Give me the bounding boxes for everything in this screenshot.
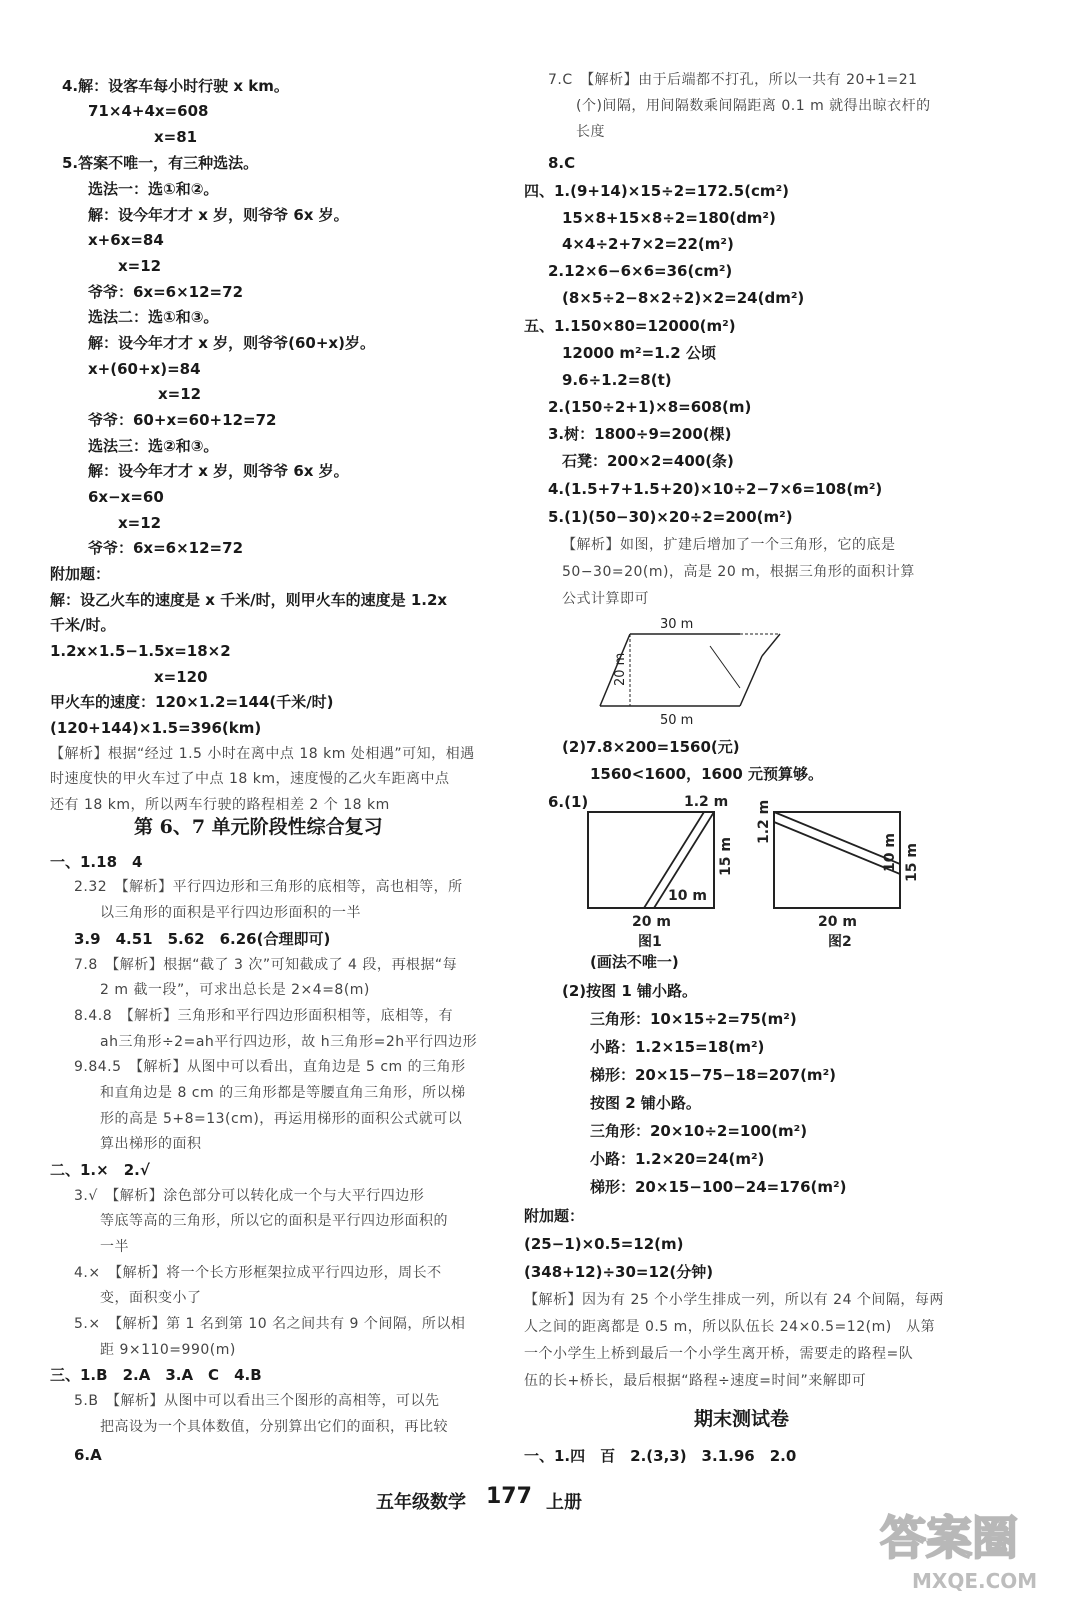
left-line: 解：设今年才才 x 岁，则爷爷 6x 岁。 — [88, 206, 349, 224]
right-line: (2)7.8×200=1560(元) — [562, 738, 740, 756]
right-line: 按图 2 铺小路。 — [590, 1094, 701, 1112]
fig1-caption: 图1 — [638, 934, 662, 950]
right-line: (25−1)×0.5=12(m) — [524, 1235, 684, 1253]
left-line: 还有 18 km，所以两车行驶的路程相差 2 个 18 km — [50, 797, 390, 813]
right-line: 9.6÷1.2=8(t) — [562, 371, 672, 389]
right-line: 附加题： — [524, 1207, 585, 1225]
left-line: 时速度快的甲火车过了中点 18 km，速度慢的乙火车距离中点 — [50, 771, 450, 787]
right-line: 石凳：200×2=400(条) — [562, 452, 734, 470]
left-line: 解：设乙火车的速度是 x 千米/时，则甲火车的速度是 1.2x — [50, 591, 448, 609]
fig2-inner-label: 10 m — [882, 833, 898, 872]
left-line: 算出梯形的面积 — [100, 1136, 202, 1152]
left-line: 8.4.8 【解析】三角形和平行四边形面积相等，底相等，有 — [74, 1008, 454, 1024]
left-line: 二、1.× 2.√ — [50, 1161, 150, 1179]
left-line: 3.√ 【解析】涂色部分可以转化成一个与大平行四边形 — [74, 1188, 425, 1204]
right-line: (348+12)÷30=12(分钟) — [524, 1263, 714, 1281]
right-line: (2)按图 1 铺小路。 — [562, 982, 698, 1000]
right-line: 8.C — [548, 154, 576, 172]
left-line: 7.8 【解析】根据“截了 3 次”可知截成了 4 段，再根据“每 — [74, 957, 458, 973]
left-line: x+(60+x)=84 — [88, 360, 201, 378]
fig1-path-label: 1.2 m — [684, 794, 729, 810]
left-line: 选法一：选①和②。 — [88, 180, 219, 198]
left-line: x+6x=84 — [88, 231, 164, 249]
watermark-logo — [872, 1496, 1062, 1596]
fig1-side-label: 15 m — [718, 837, 734, 876]
right-line: (画法不唯一) — [590, 953, 679, 971]
figure-1 — [580, 792, 750, 952]
right-line: 三角形：10×15÷2=75(m²) — [590, 1010, 797, 1028]
right-line: 12000 m²=1.2 公顷 — [562, 344, 716, 362]
left-line: 变，面积变小了 — [100, 1290, 202, 1306]
right-line: 15×8+15×8÷2=180(dm²) — [562, 209, 776, 227]
footer-grade: 五年级数学 — [376, 1492, 466, 1513]
right-line: 2.12×6−6×6=36(cm²) — [548, 262, 733, 280]
left-line: x=12 — [118, 514, 162, 532]
right-line: 【解析】如图，扩建后增加了一个三角形，它的底是 — [562, 537, 896, 553]
left-line: 5.B 【解析】从图中可以看出三个图形的高相等，可以先 — [74, 1393, 440, 1409]
left-line: 2.32 【解析】平行四边形和三角形的底相等，高也相等，所 — [74, 879, 463, 895]
fig1-inner-label: 10 m — [668, 888, 707, 904]
footer-volume: 上册 — [546, 1492, 582, 1513]
left-line: 选法二：选①和③。 — [88, 308, 219, 326]
right-line: 小路：1.2×20=24(m²) — [590, 1150, 765, 1168]
right-line: 50−30=20(m)，高是 20 m，根据三角形的面积计算 — [562, 564, 915, 580]
trap-height-label: 20 m — [613, 652, 628, 686]
trap-top-label: 30 m — [660, 617, 694, 632]
left-line: 千米/时。 — [50, 616, 116, 634]
right-line: 一、1.四 百 2.(3,3) 3.1.96 2.0 — [524, 1447, 797, 1465]
left-line: x=12 — [118, 257, 162, 275]
right-line: 四、1.(9+14)×15÷2=172.5(cm²) — [524, 182, 789, 200]
fig2-bottom-label: 20 m — [818, 914, 857, 930]
left-line: 6.A — [74, 1446, 102, 1464]
left-line: 以三角形的面积是平行四边形面积的一半 — [100, 905, 361, 921]
right-line: 2.(150÷2+1)×8=608(m) — [548, 398, 752, 416]
right-line: (8×5÷2−8×2÷2)×2=24(dm²) — [562, 289, 805, 307]
left-line: 1.2x×1.5−1.5x=18×2 — [50, 642, 231, 660]
fig2-path-label: 1.2 m — [756, 799, 772, 844]
watermark-url: MXQE.COM — [912, 1569, 1038, 1593]
right-line: 【解析】因为有 25 个小学生排成一列，所以有 24 个间隔，每两 — [524, 1292, 944, 1308]
left-line: 甲火车的速度：120×1.2=144(千米/时) — [50, 693, 334, 711]
right-line: 一个小学生上桥到最后一个小学生离开桥，需要走的路程=队 — [524, 1346, 914, 1362]
trap-bottom-label: 50 m — [660, 713, 694, 728]
right-line: 伍的长+桥长，最后根据“路程÷速度=时间”来解即可 — [524, 1373, 867, 1389]
left-line: 和直角边是 8 cm 的三角形都是等腰直角三角形，所以梯 — [100, 1085, 466, 1101]
left-line: 71×4+4x=608 — [88, 102, 209, 120]
right-line: 6.(1) — [548, 793, 589, 811]
trapezoid-figure — [590, 616, 790, 731]
right-line: 4×4÷2+7×2=22(m²) — [562, 235, 734, 253]
left-line: 5.× 【解析】第 1 名到第 10 名之间共有 9 个间隔，所以相 — [74, 1316, 466, 1332]
right-line: 4.(1.5+7+1.5+20)×10÷2−7×6=108(m²) — [548, 480, 883, 498]
fig1-bottom-label: 20 m — [632, 914, 671, 930]
left-line: 形的高是 5+8=13(cm)，再运用梯形的面积公式就可以 — [100, 1111, 463, 1127]
right-line: 公式计算即可 — [562, 591, 649, 607]
left-line: 2 m 截一段”，可求出总长是 2×4=8(m) — [100, 982, 370, 998]
left-line: 4.× 【解析】将一个长方形框架拉成平行四边形，周长不 — [74, 1265, 442, 1281]
figure-2 — [754, 792, 934, 952]
left-line: 一半 — [100, 1239, 129, 1255]
right-line: 7.C 【解析】由于后端都不打孔，所以一共有 20+1=21 — [548, 72, 918, 88]
left-line: ah三角形÷2=ah平行四边形，故 h三角形=2h平行四边形 — [100, 1034, 478, 1050]
right-line: 五、1.150×80=12000(m²) — [524, 317, 736, 335]
left-line: 5.答案不唯一，有三种选法。 — [62, 154, 259, 172]
left-line: 3.9 4.51 5.62 6.26(合理即可) — [74, 930, 331, 948]
section-heading-unit-6-7: 第 6、7 单元阶段性综合复习 — [134, 816, 383, 838]
left-line: 4.解：设客车每小时行驶 x km。 — [62, 77, 289, 95]
left-line: 一、1.18 4 — [50, 853, 143, 871]
left-line: 9.84.5 【解析】从图中可以看出，直角边是 5 cm 的三角形 — [74, 1059, 466, 1075]
right-line: 小路：1.2×15=18(m²) — [590, 1038, 765, 1056]
left-line: 选法三：选②和③。 — [88, 437, 219, 455]
left-line: 爷爷：6x=6×12=72 — [88, 283, 244, 301]
left-line: 【解析】根据“经过 1.5 小时在离中点 18 km 处相遇”可知，相遇 — [50, 746, 475, 762]
left-line: 6x−x=60 — [88, 488, 164, 506]
left-line: 解：设今年才才 x 岁，则爷爷 6x 岁。 — [88, 462, 349, 480]
left-line: x=12 — [158, 385, 202, 403]
left-line: 解：设今年才才 x 岁，则爷爷(60+x)岁。 — [88, 334, 375, 352]
left-line: 爷爷：6x=6×12=72 — [88, 539, 244, 557]
left-line: 距 9×110=990(m) — [100, 1342, 236, 1358]
left-line: x=120 — [154, 668, 208, 686]
left-line: 爷爷：60+x=60+12=72 — [88, 411, 277, 429]
watermark-brand: 答案圈 — [880, 1511, 1018, 1565]
right-line: 人之间的距离都是 0.5 m，所以队伍长 24×0.5=12(m) 从第 — [524, 1319, 936, 1335]
right-line: 5.(1)(50−30)×20÷2=200(m²) — [548, 508, 793, 526]
left-line: 附加题： — [50, 565, 111, 583]
left-line: 把高设为一个具体数值，分别算出它们的面积，再比较 — [100, 1419, 448, 1435]
right-line: (个)间隔，用间隔数乘间隔距离 0.1 m 就得出晾衣杆的 — [576, 98, 931, 114]
fig2-caption: 图2 — [828, 934, 852, 950]
right-line: 1560<1600，1600 元预算够。 — [590, 765, 824, 783]
left-line: 三、1.B 2.A 3.A C 4.B — [50, 1366, 262, 1384]
right-line: 三角形：20×10÷2=100(m²) — [590, 1122, 808, 1140]
left-line: 等底等高的三角形，所以它的面积是平行四边形面积的 — [100, 1213, 448, 1229]
right-line: 长度 — [576, 124, 605, 140]
fig2-side-label: 15 m — [904, 843, 920, 882]
section-heading-final-test: 期末测试卷 — [694, 1408, 790, 1430]
right-line: 梯形：20×15−75−18=207(m²) — [590, 1066, 836, 1084]
left-line: (120+144)×1.5=396(km) — [50, 719, 262, 737]
right-line: 3.树：1800÷9=200(棵) — [548, 425, 732, 443]
left-line: x=81 — [154, 128, 198, 146]
right-line: 梯形：20×15−100−24=176(m²) — [590, 1178, 847, 1196]
page-number: 177 — [486, 1484, 532, 1509]
